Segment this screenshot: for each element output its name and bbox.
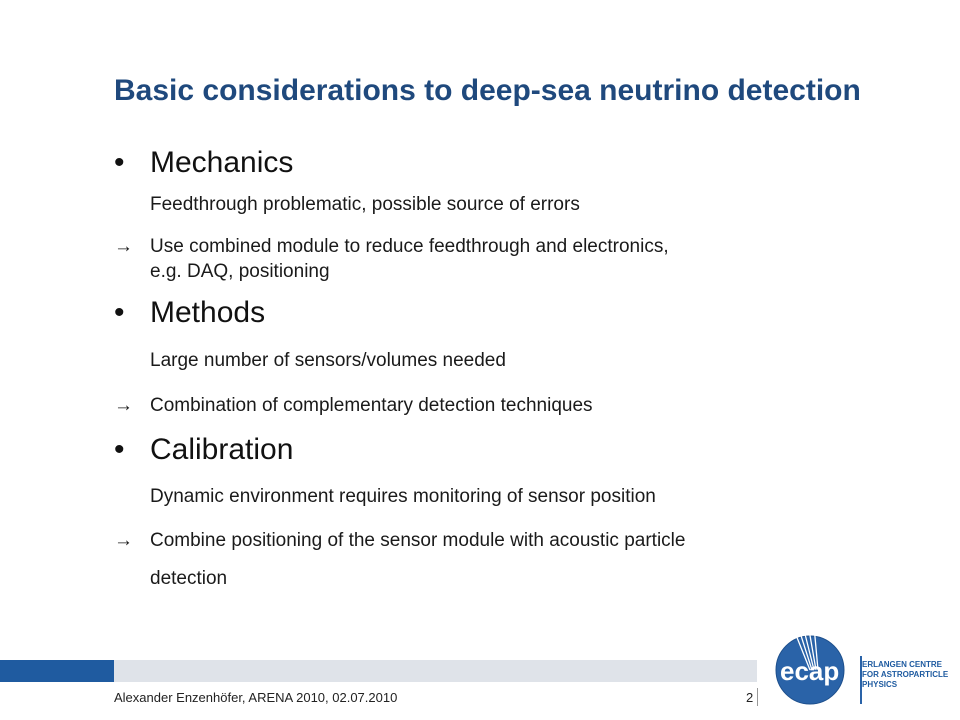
- arrow-right-icon: →: [114, 236, 133, 257]
- heading-label: Calibration: [150, 433, 294, 466]
- conclusion-text: Use combined module to reduce feedthrough and electronics,: [150, 236, 669, 257]
- heading-mechanics: [114, 146, 293, 180]
- heading-label: Methods: [150, 296, 266, 329]
- bullet-icon: •: [114, 146, 125, 179]
- footer-bar: [114, 660, 757, 682]
- conclusion-text: Combine positioning of the sensor module with acoustic particle: [150, 530, 686, 551]
- bullet-icon: •: [114, 296, 125, 329]
- calibration-conclusion-cont: detection: [150, 568, 228, 589]
- arrow-right-icon: →: [114, 395, 133, 416]
- mechanics-conclusion: [114, 236, 669, 258]
- bullet-icon: •: [114, 433, 125, 466]
- calibration-text: Dynamic environment requires monitoring of sensor position: [150, 486, 656, 507]
- methods-conclusion: [114, 395, 593, 417]
- calibration-conclusion: [114, 530, 685, 552]
- page-number: 2: [746, 690, 754, 705]
- logo-text-line: FOR ASTROPARTICLE: [862, 670, 949, 679]
- heading-methods: [114, 296, 265, 330]
- heading-calibration: [114, 433, 293, 467]
- heading-label: Mechanics: [150, 146, 294, 179]
- footer-accent-bar: [0, 660, 114, 682]
- methods-text: Large number of sensors/volumes needed: [150, 350, 506, 371]
- footer-author-info: Alexander Enzenhöfer, ARENA 2010, 02.07.2010: [114, 690, 398, 705]
- mechanics-conclusion-cont: e.g. DAQ, positioning: [150, 261, 330, 282]
- conclusion-text: Combination of complementary detection techniques: [150, 395, 593, 416]
- arrow-right-icon: →: [114, 530, 133, 551]
- slide-title: Basic considerations to deep-sea neutrino detection: [114, 74, 861, 107]
- logo-text-line: ERLANGEN CENTRE: [862, 660, 943, 669]
- logo-text-line: PHYSICS: [862, 680, 898, 689]
- footer-divider: [757, 688, 758, 706]
- logo-text: [862, 660, 948, 690]
- logo-wordmark: ecap: [780, 656, 840, 686]
- mechanics-text: Feedthrough problematic, possible source of errors: [150, 194, 580, 215]
